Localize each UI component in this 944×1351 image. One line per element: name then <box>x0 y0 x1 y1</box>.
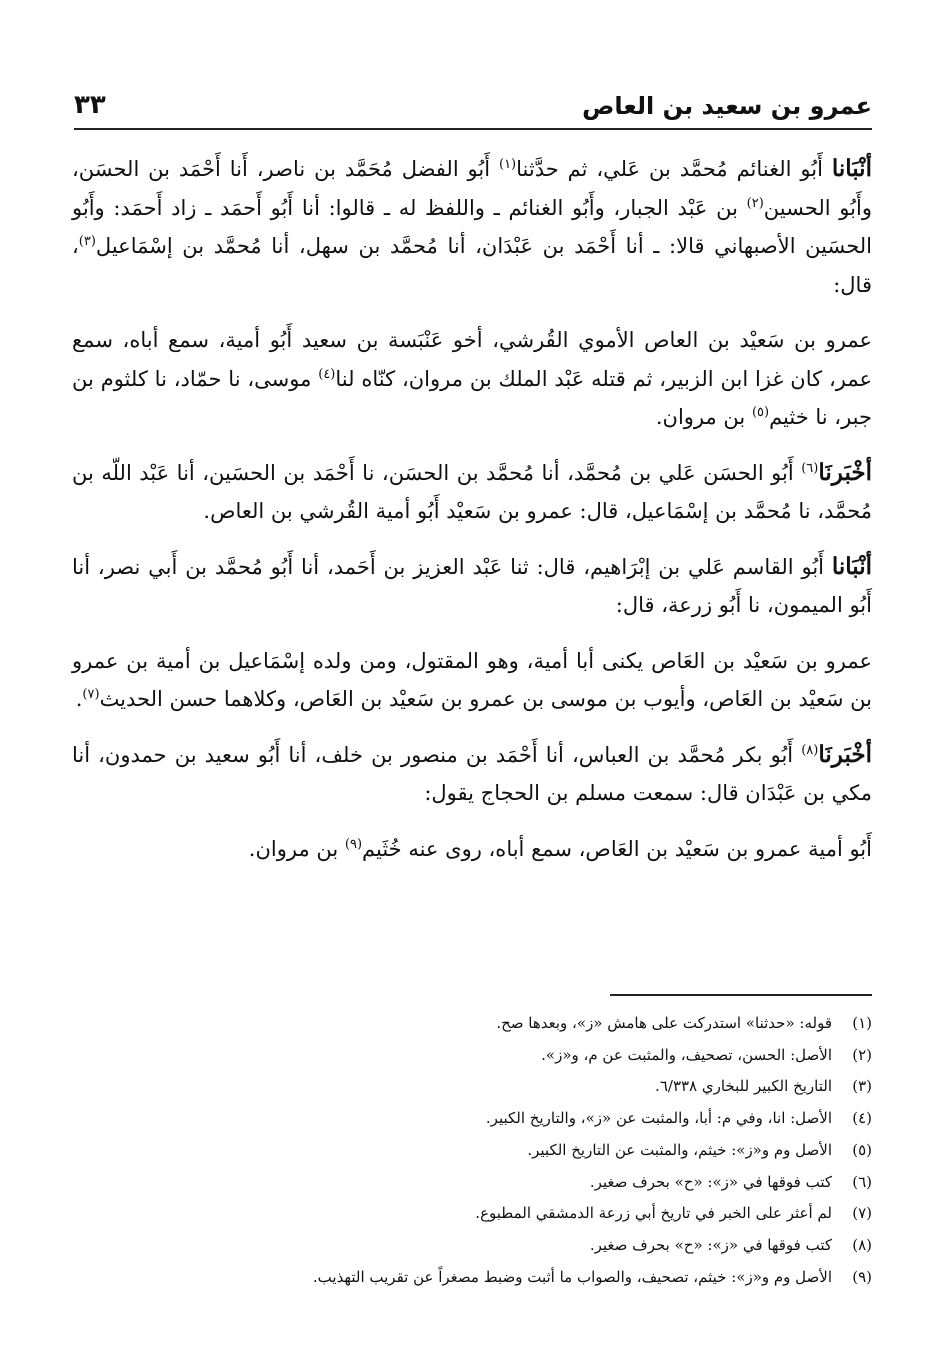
text-segment: عمرو بن سَعيْد بن العاص الأموي القُرشي، أخو عَنْبَسة بن سعيد أَبُو أمية، سمع أباه، سمع عمر، كان غزا ابن الزبير، ثم قتله عَبْد الملك بن مروان، كنّاه لنا <box>72 328 872 391</box>
footnote-reference: (٣) <box>78 234 96 249</box>
page-number: ٣٣ <box>74 90 106 120</box>
footnote-number: (٦) <box>852 1172 872 1191</box>
paragraph <box>72 548 872 625</box>
footnote-item <box>72 1103 872 1135</box>
footnote-reference: (٥) <box>751 405 770 420</box>
text-segment: أَبُو أمية عمرو بن سَعيْد بن العَاص، سمع أباه، روى عنه خُثَيم <box>362 836 872 861</box>
footnotes <box>72 1008 872 1293</box>
footnote-item <box>72 1071 872 1103</box>
footnote-text: الأصل: انا، وفي م: أبا، والمثبت عن «ز»، والتاريخ الكبير. <box>485 1109 832 1128</box>
footnote-number: (٣) <box>852 1077 872 1096</box>
text-segment: أَبُو بكر مُحمَّد بن العباس، أنا أَحْمَد بن منصور بن خلف، أنا أَبُو سعيد بن حمدون، أنا مكي بن عَبْدَان قال: سمعت مسلم بن الحجاج يقول: <box>72 742 872 805</box>
paragraph-lead-word: أخْبَرنَا <box>818 458 872 486</box>
footnote-number: (٤) <box>852 1109 872 1128</box>
footnote-reference: (٢) <box>746 195 764 211</box>
text-segment: أَبُو الحسَن عَلي بن مُحمَّد، أنا مُحمَّد بن الحسَن، نا أَحْمَد بن الحسَين، أنا عَبْد اللّه بن مُحمَّد، نا مُحمَّد بن إسْمَاعيل، قال: عمرو بن سَعيْد أَبُو أمية القُرشي بن العاص. <box>72 460 872 523</box>
footnote-reference: (٨) <box>801 742 819 758</box>
footnote-number: (٩) <box>852 1267 872 1286</box>
footnote-text: قوله: «حدثنا» استدركت على هامش «ز»، وبعدها صح. <box>496 1014 832 1032</box>
footnote-number: (٧) <box>852 1204 872 1223</box>
paragraph-lead-word: أخْبَرنَا <box>818 740 872 768</box>
footnote-item <box>72 1167 872 1199</box>
footnote-text: الأصل وم و«ز»: خيثم، تصحيف، والصواب ما أثبت وضبط مصغراً عن تقريب التهذيب. <box>312 1267 832 1286</box>
footnote-number: (٢) <box>852 1045 872 1064</box>
footnote-item <box>72 1040 872 1072</box>
footnote-reference: (٩) <box>344 836 363 852</box>
paragraph <box>72 642 872 719</box>
footnote-item <box>72 1135 872 1167</box>
text-segment: بن مروان. <box>655 405 752 429</box>
main-text <box>72 150 872 868</box>
text-segment: بن مروان. <box>248 836 345 861</box>
footnote-text: لم أعثر على الخبر في تاريخ أبي زرعة الدمشقي المطبوع. <box>475 1204 832 1223</box>
paragraph-lead-word: أنْبَانا <box>831 155 872 182</box>
text-segment: بن عَبْد الجبار، وأَبُو الغنائم ـ واللفظ له ـ قالوا: أنا أَبُو أَحمَد ـ زاد أَحمَد: وأَبُو الحسَين الأصبهاني قالا: ـ أنا أَحْمَد بن عَبْدَان، أنا مُحمَّد بن سهل، أنا مُحمَّد بن إسْمَاعيل <box>72 195 872 258</box>
paragraph <box>72 736 872 813</box>
text-segment: أَبُو القاسم عَلي بن إبْرَاهيم، قال: ثنا عَبْد العزيز بن أَحَمد، أنا أَبُو مُحمَّد بن أَبي نصر، أنا أَبُو الميمون، نا أَبُو زرعة، قال: <box>72 554 872 617</box>
footnote-text: الأصل: الحسن، تصحيف، والمثبت عن م، و«ز». <box>541 1045 832 1064</box>
footnote-item <box>72 1230 872 1262</box>
footnote-number: (١) <box>852 1014 872 1032</box>
footnote-reference: (٦) <box>801 460 819 476</box>
footnote-text: الأصل وم و«ز»: خيثم، والمثبت عن التاريخ الكبير. <box>527 1140 832 1159</box>
text-segment: أَبُو الغنائم مُحمَّد بن عَلي، ثم حدَّثنا <box>516 157 832 181</box>
footnote-item <box>72 1198 872 1230</box>
paragraph <box>72 830 872 869</box>
footnote-reference: (٧) <box>82 687 100 702</box>
text-segment: عمرو بن سَعيْد بن العَاص يكنى أبا أمية، وهو المقتول، ومن ولده إسْمَاعيل بن أمية بن عمرو بن سَعيْد بن العَاص، وأيوب بن موسى بن عمرو بن سَعيْد بن العَاص، وكلاهما حسن الحديث <box>72 648 872 711</box>
footnote-item <box>72 1008 872 1040</box>
running-header <box>74 84 872 130</box>
footnote-text: كتب فوقها في «ز»: «ح» بحرف صغير. <box>589 1235 832 1254</box>
footnote-number: (٥) <box>852 1140 872 1159</box>
paragraph <box>72 321 872 437</box>
text-segment: موسى، نا حمّاد، نا كلثوم بن جبر، نا خثيم <box>72 366 872 429</box>
paragraph-lead-word: أنْبَانا <box>831 552 872 580</box>
footnote-number: (٨) <box>852 1235 872 1254</box>
text-segment: . <box>75 687 83 711</box>
text-segment: ، قال: <box>72 234 872 297</box>
footnote-item <box>72 1262 872 1294</box>
text-segment: أَبُو الفضل مُحَمَّد بن ناصر، أَنا أَحْمَد بن الحسَن، وأَبُو الحسين <box>72 157 872 220</box>
footnote-reference: (١) <box>498 157 517 172</box>
footnote-text: التاريخ الكبير للبخاري ٦/٣٣٨. <box>655 1077 832 1096</box>
footnote-divider <box>610 994 872 996</box>
paragraph <box>72 454 872 531</box>
footnote-text: كتب فوقها في «ز»: «ح» بحرف صغير. <box>589 1172 832 1191</box>
paragraph <box>72 150 872 304</box>
running-header-title: عمرو بن سعيد بن العاص <box>582 92 872 120</box>
footnote-reference: (٤) <box>318 366 336 382</box>
